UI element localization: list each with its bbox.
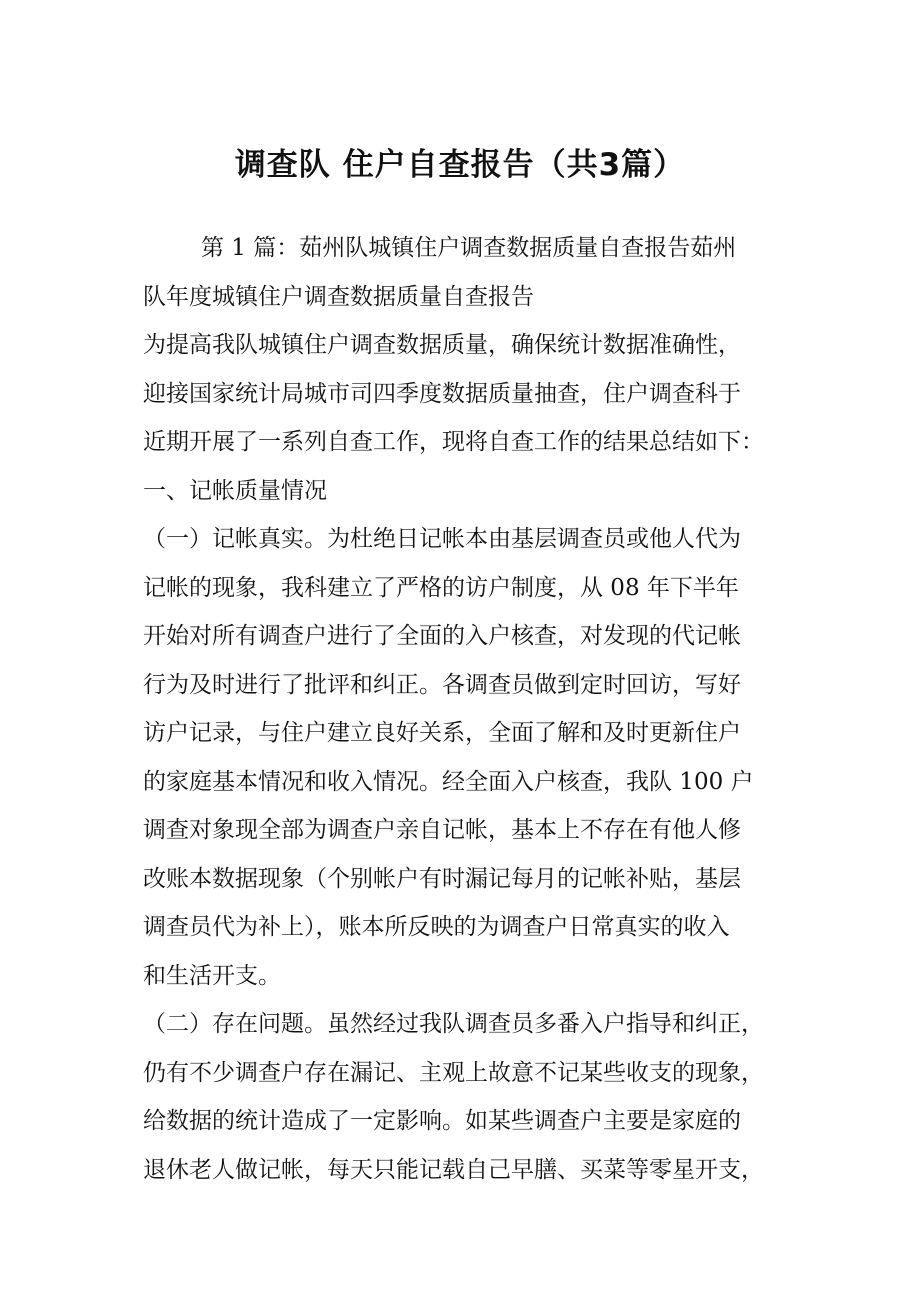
paragraph-line: 访户记录，与住户建立良好关系，全面了解和及时更新住户 [143, 720, 741, 746]
paragraph-line: 调查对象现全部为调查户亲自记帐，基本上不存在有他人修 [143, 817, 741, 843]
paragraph-line: （二）存在问题。虽然经过我队调查员多番入户指导和纠正， [143, 1011, 764, 1037]
paragraph-line: 行为及时进行了批评和纠正。各调查员做到定时回访，写好 [143, 671, 741, 698]
section-heading: 一、记帐质量情况 [143, 477, 327, 504]
paragraph-line: 第 1 篇：茹州队城镇住户调查数据质量自查报告茹州 [201, 235, 737, 261]
paragraph-line: 的家庭基本情况和收入情况。经全面入户核查，我队 100 户 [143, 768, 754, 795]
paragraph-line: 和生活开支。 [143, 962, 281, 989]
paragraph-line: 开始对所有调查户进行了全面的入户核查，对发现的代记帐 [143, 623, 741, 649]
paragraph-line: 近期开展了一系列自查工作，现将自查工作的结果总结如下： [143, 429, 764, 455]
paragraph-line: （一）记帐真实。为杜绝日记帐本由基层调查员或他人代为 [143, 526, 741, 552]
paragraph-line: 退休老人做记帐，每天只能记载自己早膳、买菜等零星开支， [143, 1156, 764, 1183]
paragraph-line: 记帐的现象，我科建立了严格的访户制度，从 08 年下半年 [143, 574, 739, 601]
document-title: 调查队 住户自查报告（共3篇） [234, 147, 686, 183]
paragraph-line: 迎接国家统计局城市司四季度数据质量抽查，住户调查科于 [143, 380, 741, 407]
paragraph-line: 为提高我队城镇住户调查数据质量，确保统计数据准确性， [143, 332, 741, 358]
paragraph-line: 改账本数据现象（个别帐户有时漏记每月的记帐补贴，基层 [143, 865, 741, 892]
document-body [143, 224, 783, 1194]
paragraph-line: 队年度城镇住户调查数据质量自查报告 [143, 283, 534, 310]
paragraph-line: 调查员代为补上），账本所反映的为调查户日常真实的收入 [143, 914, 730, 940]
paragraph-line: 仍有不少调查户存在漏记、主观上故意不记某些收支的现象， [143, 1059, 764, 1086]
paragraph-line: 给数据的统计造成了一定影响。如某些调查户主要是家庭的 [143, 1108, 741, 1134]
